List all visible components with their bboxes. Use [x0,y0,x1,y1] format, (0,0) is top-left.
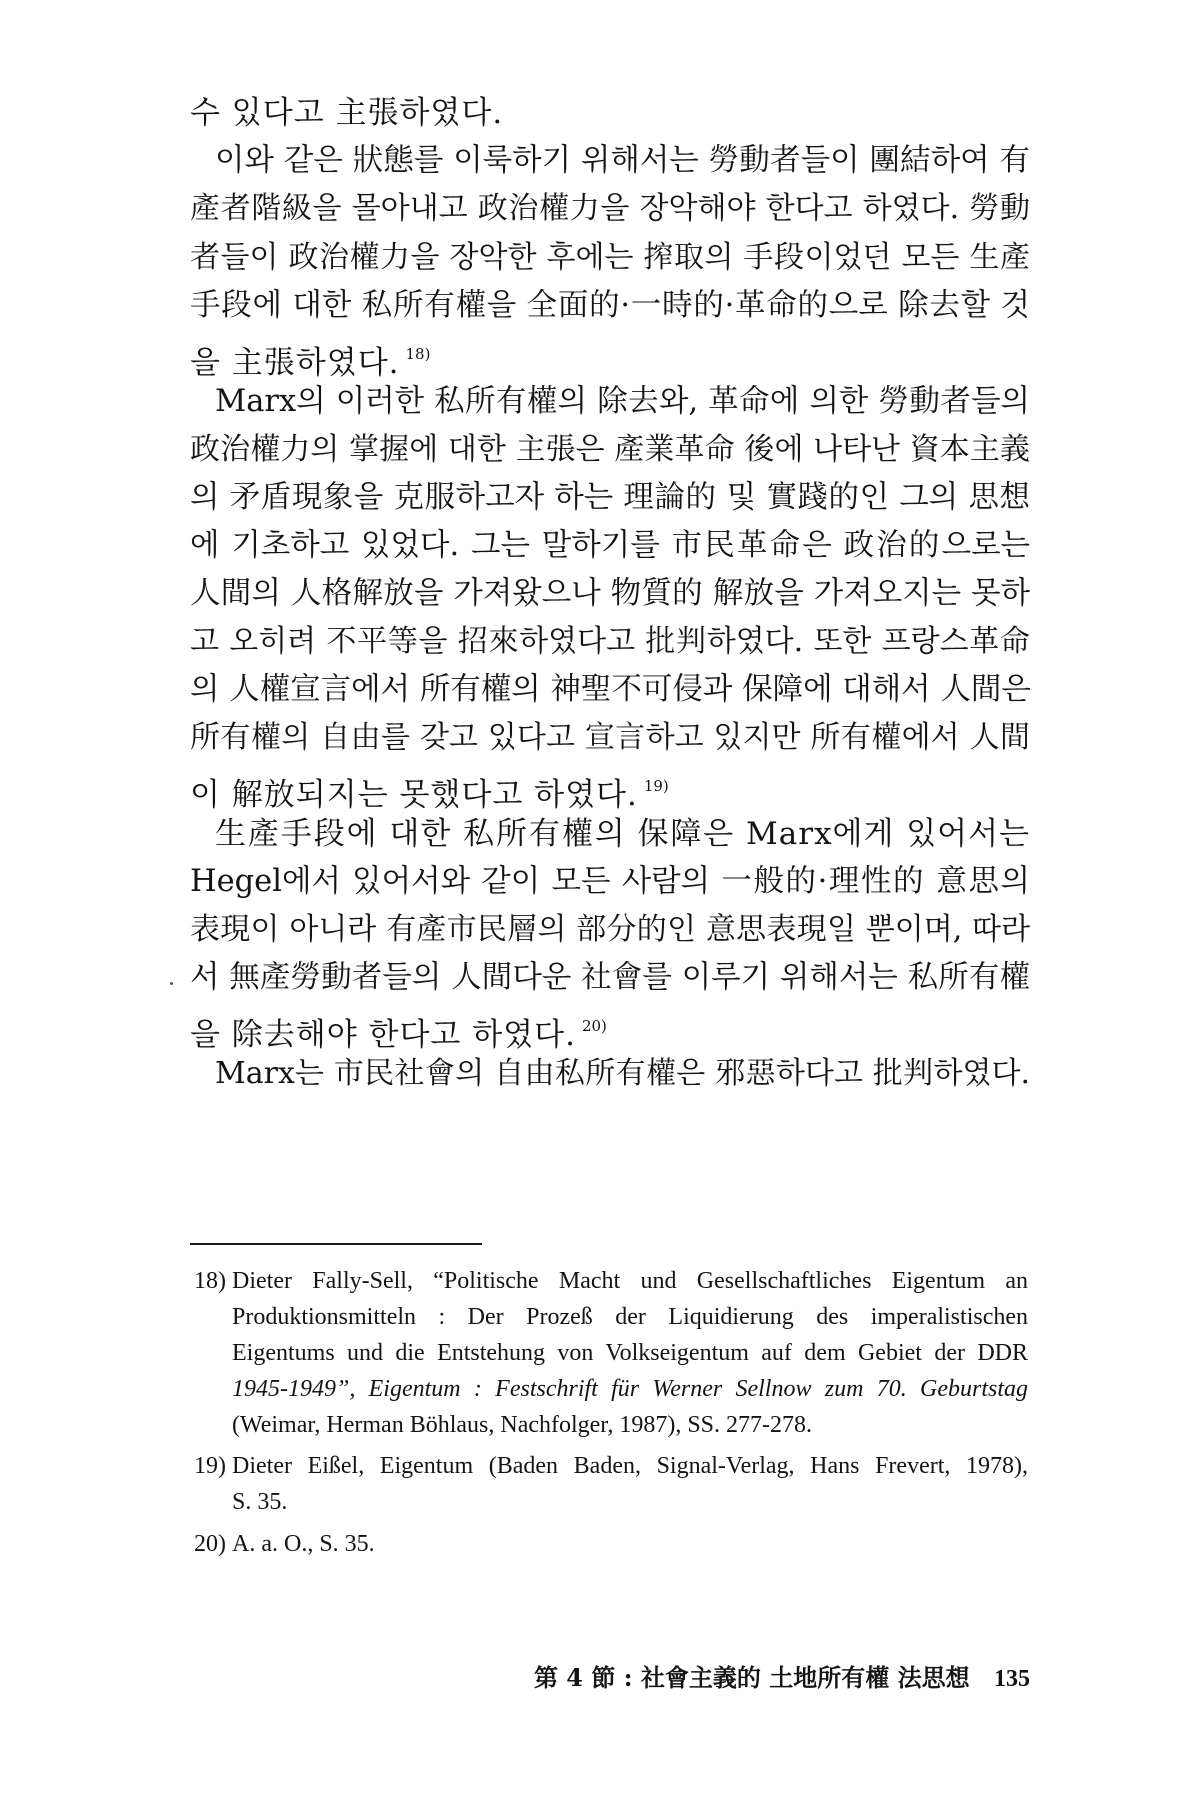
body-line: 의 人權宣言에서 所有權의 神聖不可侵과 保障에 대해서 人間은 [190,672,1031,707]
footnote-line: A. a. O., S. 35. [232,1531,375,1557]
body-line: 이와 같은 狀態를 이룩하기 위해서는 勞動者들이 團結하여 有 [215,143,1030,178]
body-line [190,1006,1030,1053]
page-number: 135 [994,1666,1030,1692]
body-line-text: 이 解放되지는 못했다고 하였다. [190,777,638,813]
running-footer [520,1660,1030,1696]
body-line: Marx는 市民社會의 自由私所有權은 邪惡하다고 批判하였다. [215,1056,1030,1091]
body-line: 의 矛盾現象을 克服하고자 하는 理論的 및 實踐的인 그의 思想 [190,480,1030,515]
body-line: 에 기초하고 있었다. 그는 말하기를 市民革命은 政治的으로는 [190,528,1030,563]
footnote-line: (Weimar, Herman Böhlaus, Nachfolger, 1987), SS. 277-278. [232,1412,813,1438]
body-line: 表現이 아니라 有產市民層의 部分的인 意思表現일 뿐이며, 따라 [190,912,1030,947]
footnote-number: 19) [194,1453,226,1479]
body-line: 수 있다고 主張하였다. [190,95,504,131]
body-line: 人間의 人格解放을 가져왔으나 物質的 解放을 가져오지는 못하 [190,576,1030,611]
footnote-number: 20) [194,1531,226,1557]
body-line-text: 을 除去해야 한다고 하였다. [190,1017,576,1053]
body-line: 所有權의 自由를 갖고 있다고 宣言하고 있지만 所有權에서 人間 [190,720,1030,755]
body-line: Hegel에서 있어서와 같이 모든 사람의 一般的·理性的 意思의 [190,864,1030,899]
footnote-line: S. 35. [232,1489,288,1515]
body-line: 고 오히려 不平等을 招來하였다고 批判하였다. 또한 프랑스革命 [190,624,1030,659]
footnote-line: 1945-1949”, Eigentum : Festschrift für Werner Sellnow zum 70. Geburtstag [232,1376,1028,1402]
footnote-line: Dieter Eißel, Eigentum (Baden Baden, Signal-Verlag, Hans Frevert, 1978), [232,1453,1028,1479]
body-line: Marx의 이러한 私所有權의 除去와, 革命에 의한 勞動者들의 [215,384,1030,419]
body-line: 政治權力의 掌握에 대한 主張은 產業革命 後에 나타난 資本主義 [190,432,1030,467]
footnote-line: Dieter Fally-Sell, “Politische Macht und Gesellschaftliches Eigentum an [232,1268,1028,1294]
footnote-ref-18: 18) [405,345,431,363]
footnote-line: Eigentums und die Entstehung von Volkseigentum auf dem Gebiet der DDR [232,1340,1028,1366]
body-line [190,766,1030,813]
body-line: 生產手段에 대한 私所有權의 保障은 Marx에게 있어서는 [215,816,1030,852]
body-line [190,334,1030,381]
footnote-18 [194,1263,1034,1443]
footnote-ref-20: 20) [581,1017,607,1035]
body-line-text: 을 主張하였다. [190,345,400,381]
body-line: 者들이 政治權力을 장악한 후에는 搾取의 手段이었던 모든 生產 [190,240,1030,275]
footnote-number: 18) [194,1268,226,1294]
footnote-19 [194,1448,1034,1520]
body-line: 產者階級을 몰아내고 政治權力을 장악해야 한다고 하였다. 勞動 [190,191,1030,226]
body-line: 手段에 대한 私所有權을 全面的·一時的·革命的으로 除去할 것 [190,288,1030,323]
footnote-20 [194,1526,1034,1562]
body-line: 서 無產勞動者들의 人間다운 社會를 이루기 위해서는 私所有權 [190,960,1030,995]
speck [170,982,173,985]
footnote-separator [190,1243,482,1245]
footnote-ref-19: 19) [643,777,669,795]
footer-section-title: 第 4 節 : 社會主義的 土地所有權 法思想 [533,1663,970,1692]
footnote-line: Produktionsmitteln : Der Prozeß der Liquidierung des imperalistischen [232,1304,1028,1330]
